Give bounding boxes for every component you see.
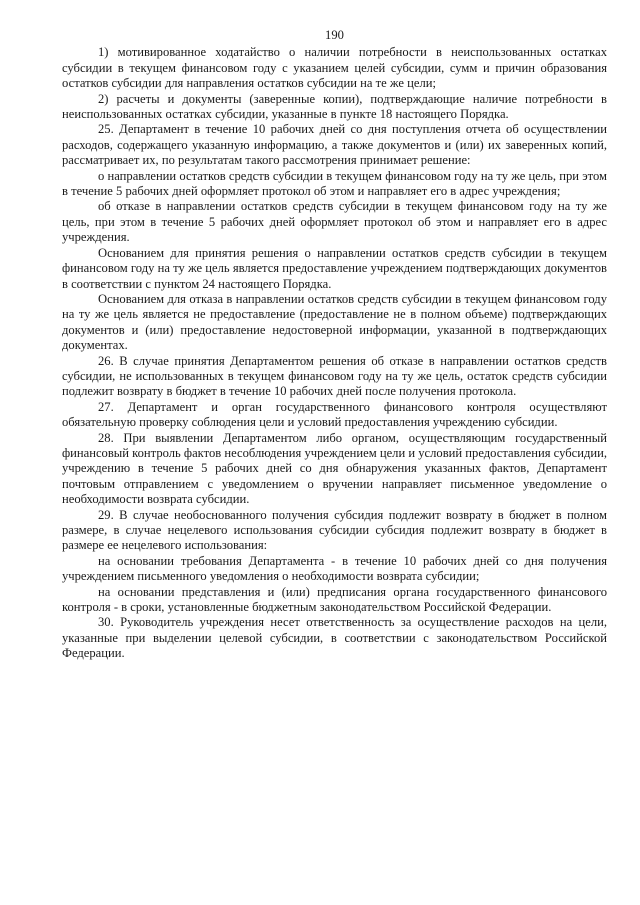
paragraph-decision-approve: о направлении остатков средств субсидии в текущем финансовом году на ту же цель, при этом в течение 5 рабочих дней оформляет протокол об этом и направляет его в адрес учреждения;	[62, 168, 607, 199]
paragraph-27-mandatory-check: 27. Департамент и орган государственного финансового контроля осуществляют обязательную проверку соблюдения цели и условий предоставления учреждению субсидии.	[62, 399, 607, 430]
paragraph-decision-refuse: об отказе в направлении остатков средств субсидии в текущем финансовом году на ту же цель, при этом в течение 5 рабочих дней оформляет протокол об этом и направляет его в адрес учреждения.	[62, 199, 607, 245]
paragraph-grounds-approve: Основанием для принятия решения о направлении остатков средств субсидии в текущем финансовом году на ту же цель является предоставление учреждением подтверждающих документов в соответствии с пунктом 24 настоящего Порядка.	[62, 245, 607, 291]
paragraph-26-refund-on-refusal: 26. В случае принятия Департаментом решения об отказе в направлении остатков средств субсидии, не использованных в текущем финансовом году на ту же цель, остаток средств субсидии подлежит возврату в бюджет в течение 10 рабочих дней после получения протокола.	[62, 353, 607, 399]
paragraph-29-unjustified-receipt: 29. В случае необоснованного получения субсидия подлежит возврату в бюджет в полном размере, в случае нецелевого использования субсидии субсидия подлежит возврату в бюджет в размере ее нецелевого использования:	[62, 507, 607, 553]
paragraph-2-calculations-documents: 2) расчеты и документы (заверенные копии), подтверждающие наличие потребности в неиспользованных остатках субсидии, указанные в пункте 18 настоящего Порядка.	[62, 91, 607, 122]
paragraph-grounds-refuse: Основанием для отказа в направлении остатков средств субсидии в текущем финансовом году на ту же цель является не предоставление (предоставление не в полном объеме) подтверждающих документов и (или) предоставление недостоверной информации, указанной в подтверждающих документах.	[62, 291, 607, 353]
paragraph-30-head-responsibility: 30. Руководитель учреждения несет ответственность за осуществление расходов на цели, указанные при выделении целевой субсидии, в соответствии с законодательством Российской Федерации.	[62, 615, 607, 661]
paragraph-1-motivated-petition: 1) мотивированное ходатайство о наличии потребности в неиспользованных остатках субсидии в текущем финансовом году с указанием целей субсидии, сумм и причин образования остатков субсидии для направления остатков субсидии на те же цели;	[62, 45, 607, 91]
paragraph-28-violation-notice: 28. При выявлении Департаментом либо органом, осуществляющим государственный финансовый контроль фактов несоблюдения учреждением цели и условий предоставления субсидии, учреждению в течение 5 рабочих дней со дня обнаружения указанных фактов, Департамент почтовым отправлением с уведомлением о вручении направляет письменное уведомление о необходимости возврата субсидии.	[62, 430, 608, 507]
document-page	[62, 0, 607, 662]
paragraph-return-by-control-order: на основании представления и (или) предписания органа государственного финансового контроля - в сроки, установленные бюджетным законодательством Российской Федерации.	[62, 584, 607, 615]
paragraph-return-by-department-request: на основании требования Департамента - в течение 10 рабочих дней со дня получения учреждением письменного уведомления о необходимости возврата субсидии;	[62, 553, 607, 584]
paragraph-25-department-review: 25. Департамент в течение 10 рабочих дней со дня поступления отчета об осуществлении расходов, содержащего указанную информацию, а также документов и (или) их заверенных копий, рассматривает их, по результатам такого рассмотрения принимает решение:	[62, 122, 607, 168]
page-number: 190	[325, 28, 344, 42]
